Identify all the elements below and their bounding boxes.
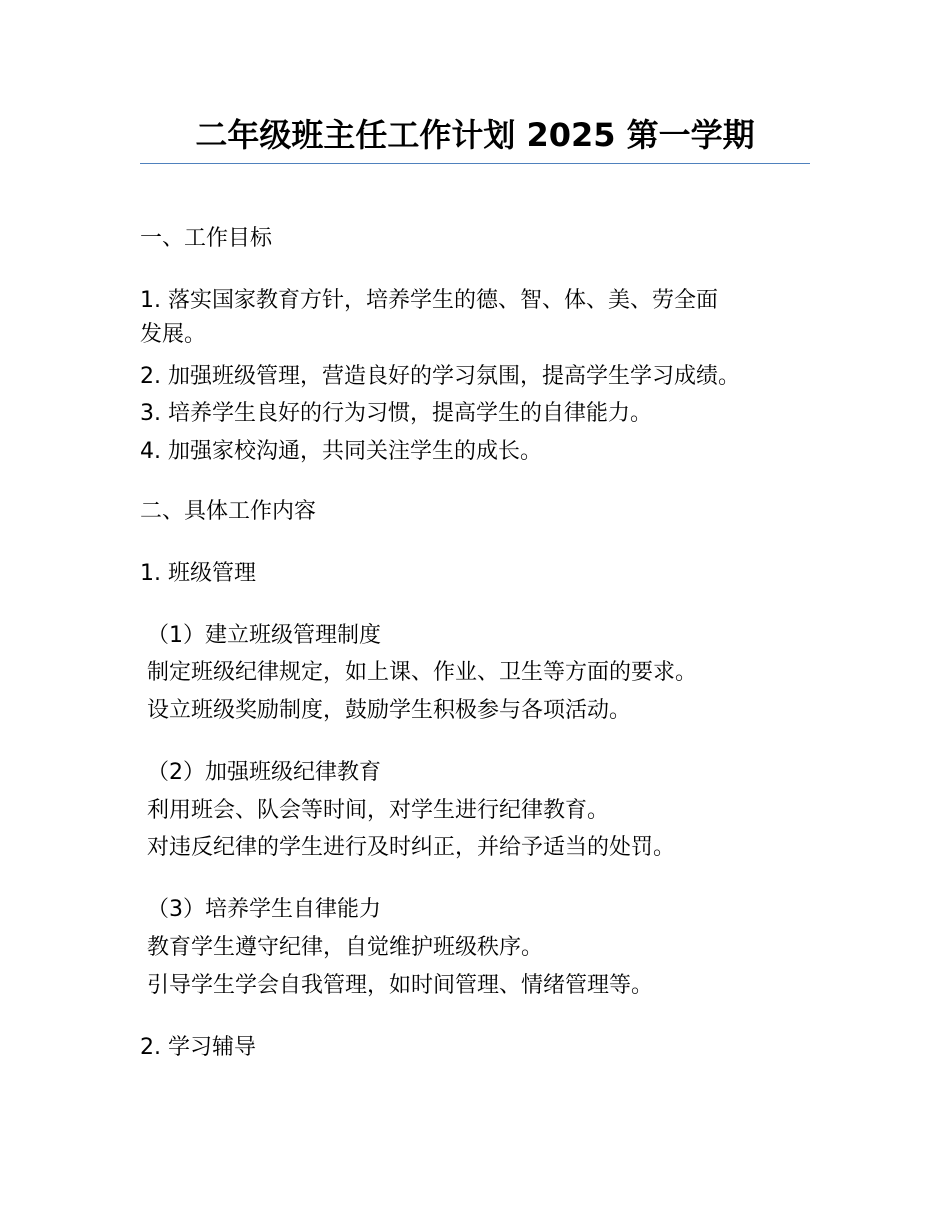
goal-item-4: 4. 加强家校沟通，共同关注学生的成长。 (140, 439, 542, 464)
goal-item-1-line-2: 发展。 (140, 322, 207, 347)
goal-item-3: 3. 培养学生良好的行为习惯，提高学生的自律能力。 (140, 401, 652, 426)
sub-heading-self-discipline: （3）培养学生自律能力 (147, 897, 381, 922)
goal-item-2: 2. 加强班级管理，营造良好的学习氛围，提高学生学习成绩。 (140, 364, 740, 389)
section-heading-goals: 一、工作目标 (140, 226, 273, 251)
subsection-heading-study-tutoring: 2. 学习辅导 (140, 1035, 256, 1060)
subsection-heading-class-management: 1. 班级管理 (140, 561, 256, 586)
document-title: 二年级班主任工作计划 2025 第一学期 (195, 116, 755, 154)
paragraph-line: 对违反纪律的学生进行及时纠正，并给予适当的处罚。 (147, 835, 676, 860)
section-heading-work-content: 二、具体工作内容 (140, 499, 317, 524)
paragraph-line: 利用班会、队会等时间，对学生进行纪律教育。 (147, 798, 610, 823)
paragraph-line: 制定班级纪律规定，如上课、作业、卫生等方面的要求。 (147, 660, 698, 685)
sub-heading-management-system: （1）建立班级管理制度 (147, 623, 381, 648)
paragraph-line: 引导学生学会自我管理，如时间管理、情绪管理等。 (147, 973, 654, 998)
goal-item-1-line-1: 1. 落实国家教育方针，培养学生的德、智、体、美、劳全面 (140, 288, 718, 313)
paragraph-line: 设立班级奖励制度，鼓励学生积极参与各项活动。 (147, 698, 632, 723)
sub-heading-discipline-education: （2）加强班级纪律教育 (147, 760, 381, 785)
paragraph-line: 教育学生遵守纪律，自觉维护班级秩序。 (147, 935, 544, 960)
title-underline (140, 163, 810, 164)
